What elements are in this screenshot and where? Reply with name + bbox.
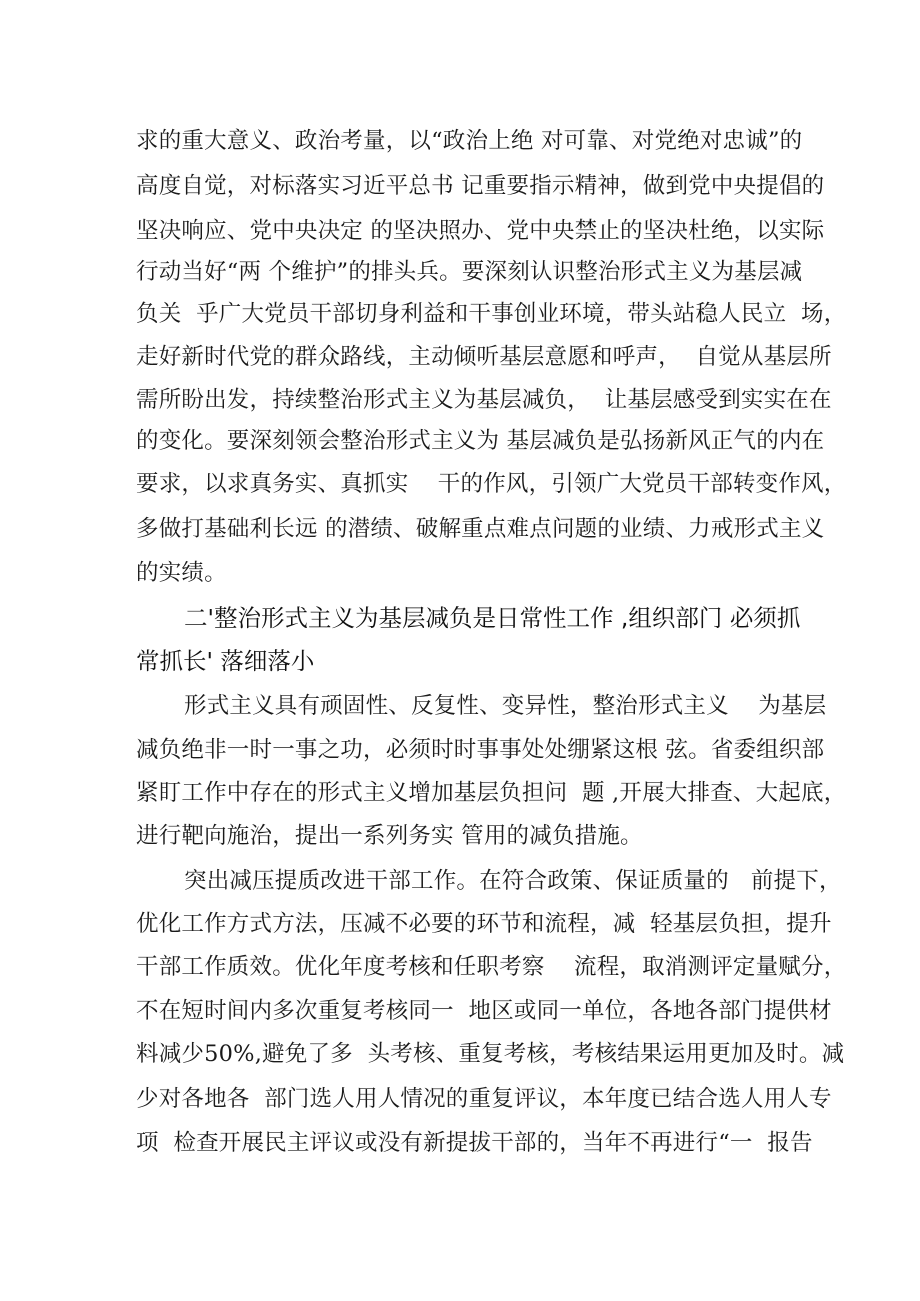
text-line: 干部工作质效。优化年度考核和任职考察 流程，取消测评定量赋分， <box>136 954 847 980</box>
text-line: 料减少50%,避免了多 头考核、重复考核，考核结果运用更加及时。减 <box>136 1041 845 1067</box>
text-line: 形式主义具有顽固性、反复性、变异性，整治形式主义 为基层 <box>184 693 827 719</box>
text-line: 坚决响应、党中央决定 的坚决照办、党中央禁止的坚决杜绝，以实际 <box>136 218 825 244</box>
text-line: 紧盯工作中存在的形式主义增加基层负担问 题 ,开展大排查、大起底， <box>136 780 847 806</box>
text-line: 少对各地各 部门选人用人情况的重复评议，本年度已结合选人用人专 <box>136 1086 832 1112</box>
heading-line: 常抓长' 落细落小 <box>136 647 315 675</box>
text-line: 突出减压提质改进干部工作。在符合政策、保证质量的 前提下， <box>184 868 842 894</box>
text-line: 要求，以求真务实、真抓实 干的作风，引领广大党员干部转变作风， <box>136 471 847 497</box>
text-line: 项 检查开展民主评议或没有新提拔干部的，当年不再进行“一 报告 <box>136 1130 813 1156</box>
text-line: 减负绝非一时一事之功，必须时时事事处处绷紧这根 弦。省委组织部 <box>136 737 825 763</box>
text-line: 优化工作方式方法，压减不必要的环节和流程，减 轻基层负担，提升 <box>136 911 832 937</box>
text-line: 走好新时代党的群众路线，主动倾听基层意愿和呼声， 自觉从基层所 <box>136 344 832 370</box>
text-line: 求的重大意义、政治考量，以“政治上绝 对可靠、对党绝对忠诚”的 <box>136 128 803 154</box>
text-line: 高度自觉，对标落实习近平总书 记重要指示精神，做到党中央提倡的 <box>136 173 825 199</box>
text-line: 负关 乎广大党员干部切身利益和干事创业环境，带头站稳人民立 场， <box>136 301 847 327</box>
text-line: 进行靶向施治，提出一系列务实 管用的减负措施。 <box>136 823 643 849</box>
text-line: 的变化。要深刻领会整治形式主义为 基层减负是弘扬新风正气的内在 <box>136 428 825 454</box>
text-line: 行动当好“两 个维护”的排头兵。要深刻认识整治形式主义为基层减 <box>136 259 803 285</box>
text-line: 不在短时间内多次重复考核同一 地区或同一单位，各地各部门提供材 <box>136 998 832 1024</box>
text-line: 多做打基础利长远 的潜绩、破解重点难点问题的业绩、力戒形式主义 <box>136 516 825 542</box>
text-line: 需所盼出发，持续整治形式主义为基层减负， 让基层感受到实实在在 <box>136 387 832 413</box>
text-line: 的实绩。 <box>136 560 227 586</box>
heading-line: 二'整治形式主义为基层减负是日常性工作 ,组织部门 必须抓 <box>184 604 801 632</box>
